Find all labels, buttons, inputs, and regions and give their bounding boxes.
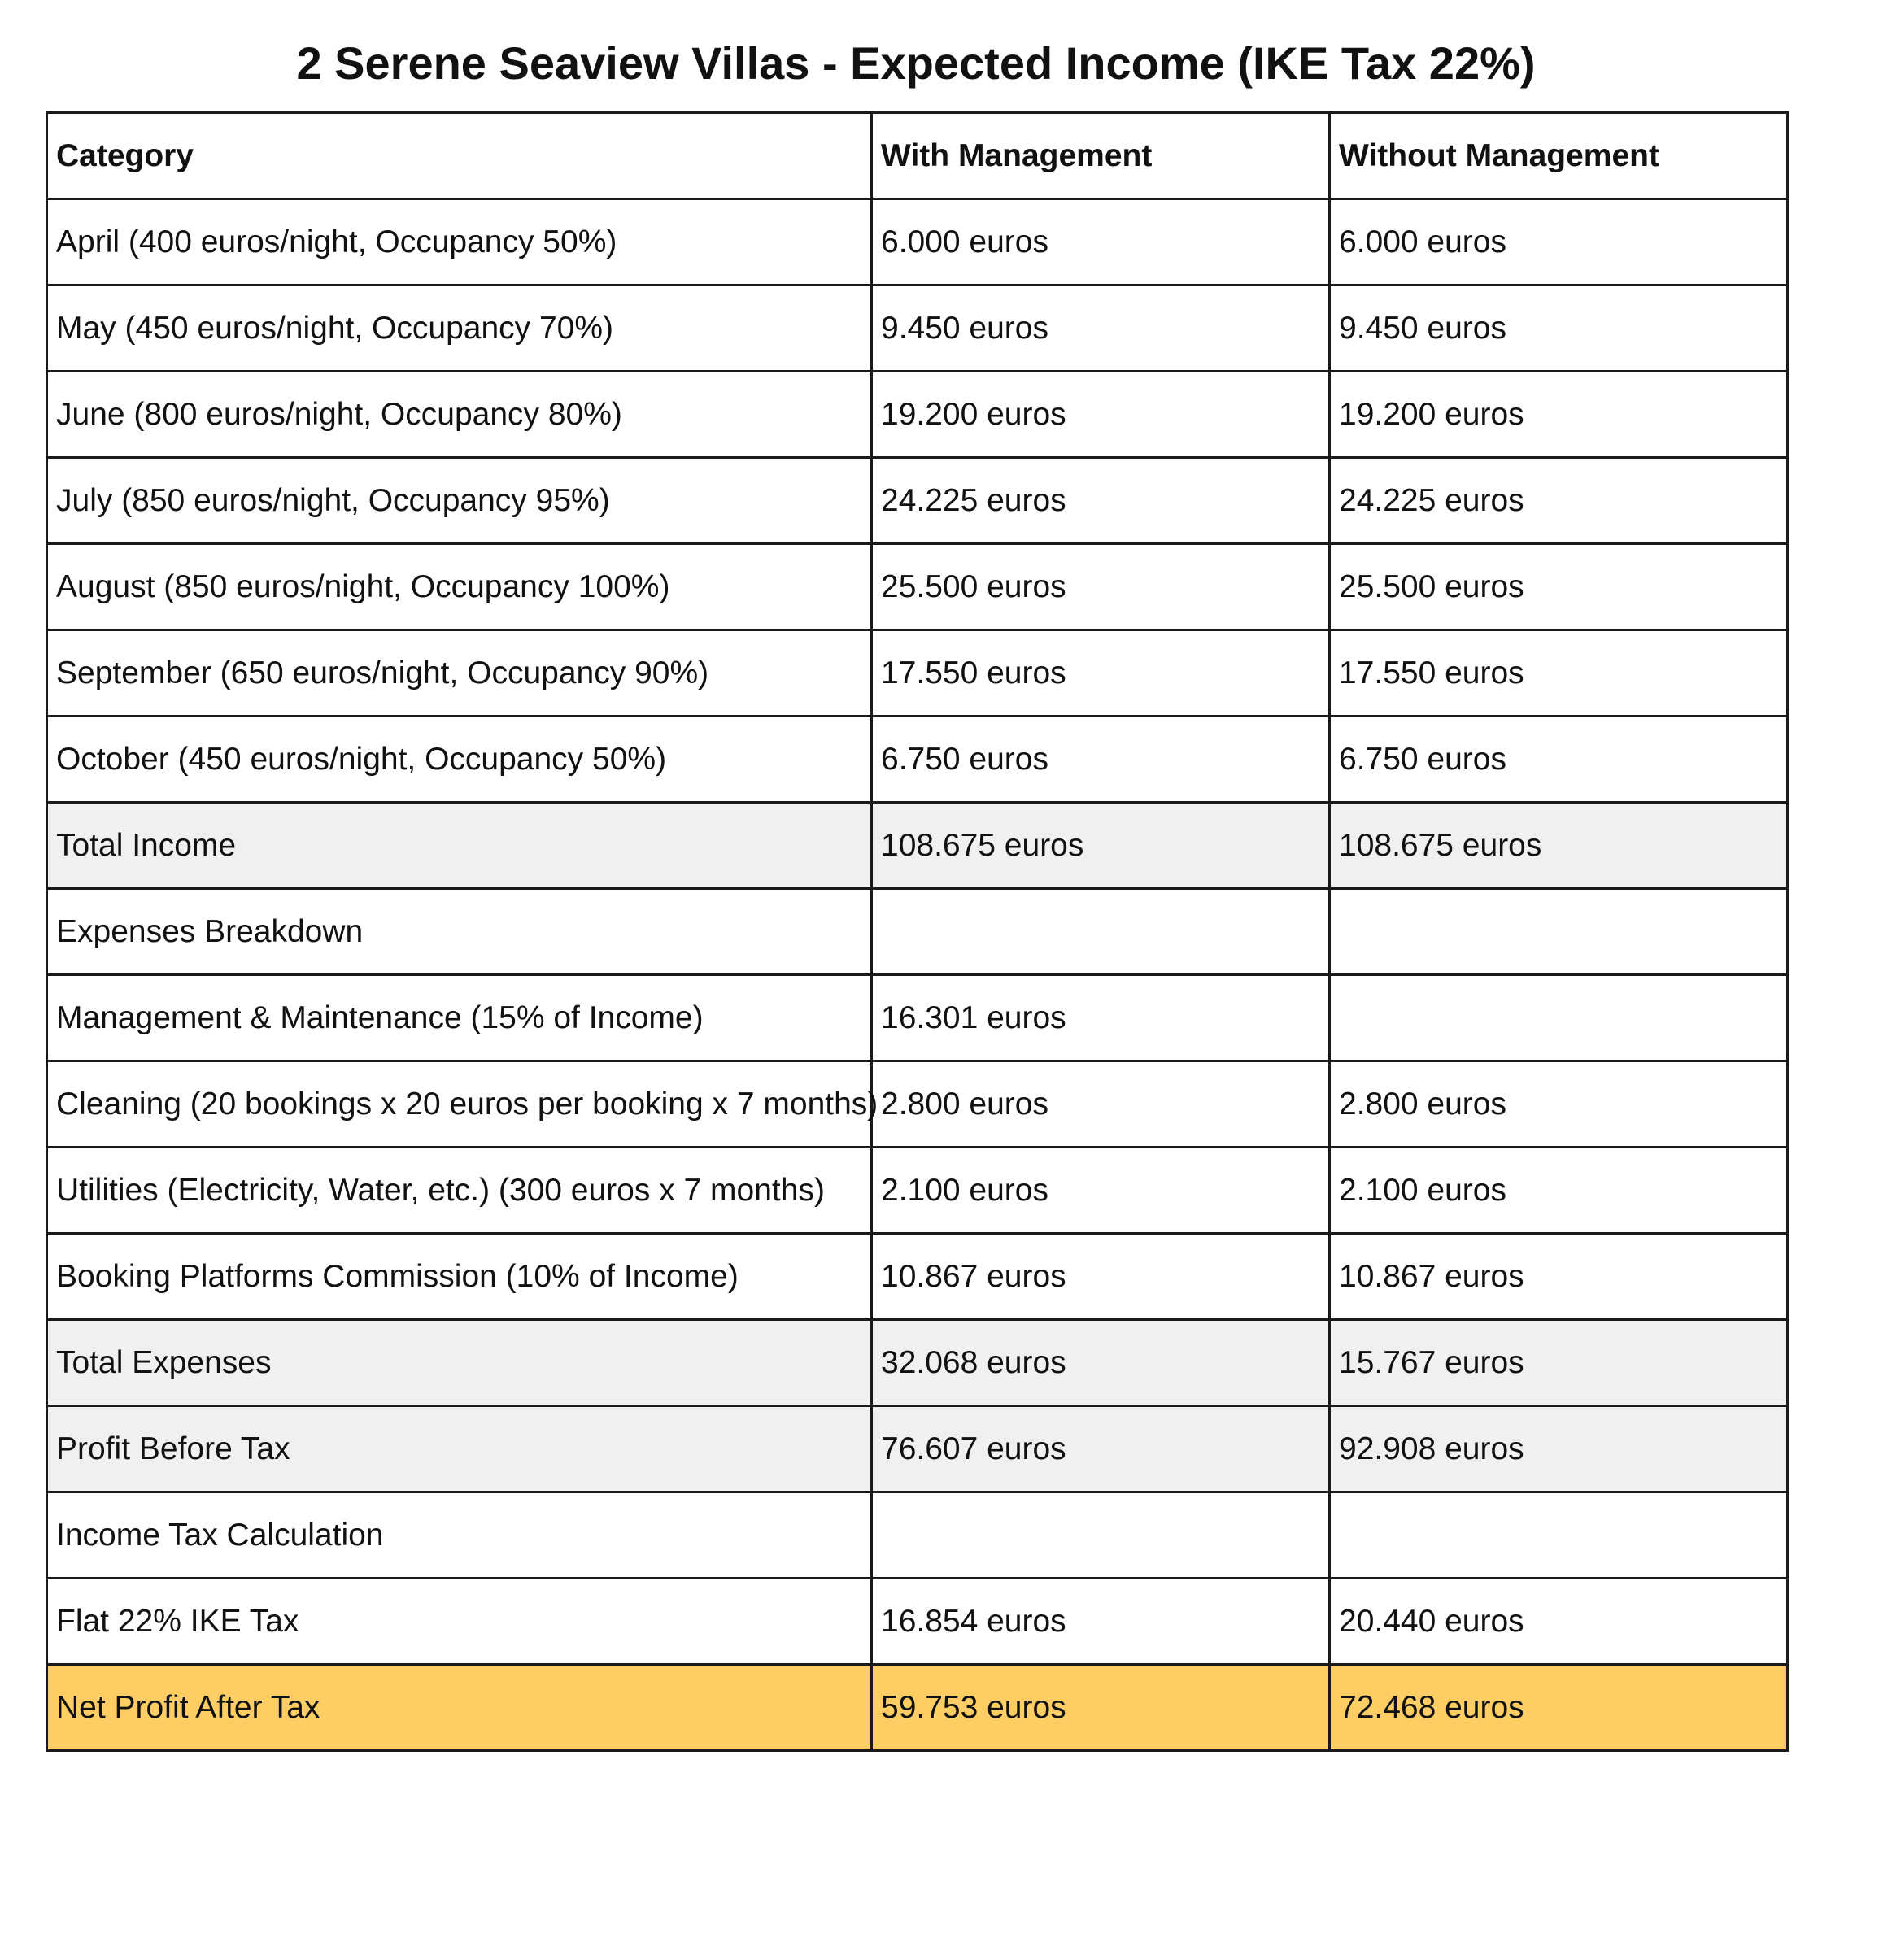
row-category: Total Expenses [47, 1320, 872, 1406]
row-category: Utilities (Electricity, Water, etc.) (300 euros x 7 months) [47, 1148, 872, 1234]
row-with-management: 108.675 euros [872, 803, 1330, 889]
row-without-management: 6.750 euros [1330, 716, 1788, 803]
row-with-management [872, 1492, 1330, 1579]
table-row-october [47, 716, 1788, 803]
table-row-april [47, 199, 1788, 285]
table-row-august [47, 544, 1788, 630]
table-row-net-profit-after-tax [47, 1665, 1788, 1751]
table-row-booking-commission [47, 1234, 1788, 1320]
row-without-management: 19.200 euros [1330, 372, 1788, 458]
row-without-management: 24.225 euros [1330, 458, 1788, 544]
row-without-management [1330, 889, 1788, 975]
row-with-management: 6.000 euros [872, 199, 1330, 285]
row-without-management: 20.440 euros [1330, 1579, 1788, 1665]
row-without-management: 72.468 euros [1330, 1665, 1788, 1751]
row-without-management: 2.800 euros [1330, 1061, 1788, 1148]
table-row-june [47, 372, 1788, 458]
header-with-management: With Management [872, 113, 1330, 199]
row-category: Booking Platforms Commission (10% of Income) [47, 1234, 872, 1320]
row-category: Flat 22% IKE Tax [47, 1579, 872, 1665]
row-with-management: 32.068 euros [872, 1320, 1330, 1406]
table-row-may [47, 285, 1788, 372]
row-without-management: 92.908 euros [1330, 1406, 1788, 1492]
table-row-management-maintenance [47, 975, 1788, 1061]
table-header-row [47, 113, 1788, 199]
row-with-management: 2.800 euros [872, 1061, 1330, 1148]
row-category: Management & Maintenance (15% of Income) [47, 975, 872, 1061]
row-without-management: 15.767 euros [1330, 1320, 1788, 1406]
table-row-utilities [47, 1148, 1788, 1234]
row-category: August (850 euros/night, Occupancy 100%) [47, 544, 872, 630]
table-row-income-tax-calculation [47, 1492, 1788, 1579]
row-with-management: 10.867 euros [872, 1234, 1330, 1320]
row-with-management: 6.750 euros [872, 716, 1330, 803]
row-category: July (850 euros/night, Occupancy 95%) [47, 458, 872, 544]
row-with-management [872, 889, 1330, 975]
table-row-expenses-breakdown [47, 889, 1788, 975]
row-with-management: 76.607 euros [872, 1406, 1330, 1492]
row-with-management: 25.500 euros [872, 544, 1330, 630]
row-category: April (400 euros/night, Occupancy 50%) [47, 199, 872, 285]
row-category: September (650 euros/night, Occupancy 90%) [47, 630, 872, 716]
row-category: Total Income [47, 803, 872, 889]
row-category: May (450 euros/night, Occupancy 70%) [47, 285, 872, 372]
row-category: June (800 euros/night, Occupancy 80%) [47, 372, 872, 458]
row-without-management: 17.550 euros [1330, 630, 1788, 716]
row-without-management: 10.867 euros [1330, 1234, 1788, 1320]
row-with-management: 16.301 euros [872, 975, 1330, 1061]
row-with-management: 2.100 euros [872, 1148, 1330, 1234]
row-category: Cleaning (20 bookings x 20 euros per booking x 7 months) [47, 1061, 872, 1148]
row-with-management: 9.450 euros [872, 285, 1330, 372]
row-category: Income Tax Calculation [47, 1492, 872, 1579]
income-table [46, 111, 1789, 1752]
header-category: Category [47, 113, 872, 199]
row-without-management: 2.100 euros [1330, 1148, 1788, 1234]
row-with-management: 59.753 euros [872, 1665, 1330, 1751]
header-without-management: Without Management [1330, 113, 1788, 199]
table-row-july [47, 458, 1788, 544]
row-category: October (450 euros/night, Occupancy 50%) [47, 716, 872, 803]
row-with-management: 24.225 euros [872, 458, 1330, 544]
row-without-management: 108.675 euros [1330, 803, 1788, 889]
table-row-total-income [47, 803, 1788, 889]
row-without-management: 9.450 euros [1330, 285, 1788, 372]
page-title: 2 Serene Seaview Villas - Expected Income (IKE Tax 22%) [296, 37, 1536, 89]
row-category: Expenses Breakdown [47, 889, 872, 975]
row-without-management [1330, 1492, 1788, 1579]
table-row-total-expenses [47, 1320, 1788, 1406]
table-row-profit-before-tax [47, 1406, 1788, 1492]
table-row-flat-ike-tax [47, 1579, 1788, 1665]
table-row-september [47, 630, 1788, 716]
table-row-cleaning [47, 1061, 1788, 1148]
row-with-management: 19.200 euros [872, 372, 1330, 458]
row-without-management [1330, 975, 1788, 1061]
row-category: Net Profit After Tax [47, 1665, 872, 1751]
row-category: Profit Before Tax [47, 1406, 872, 1492]
row-without-management: 25.500 euros [1330, 544, 1788, 630]
row-with-management: 16.854 euros [872, 1579, 1330, 1665]
row-without-management: 6.000 euros [1330, 199, 1788, 285]
row-with-management: 17.550 euros [872, 630, 1330, 716]
